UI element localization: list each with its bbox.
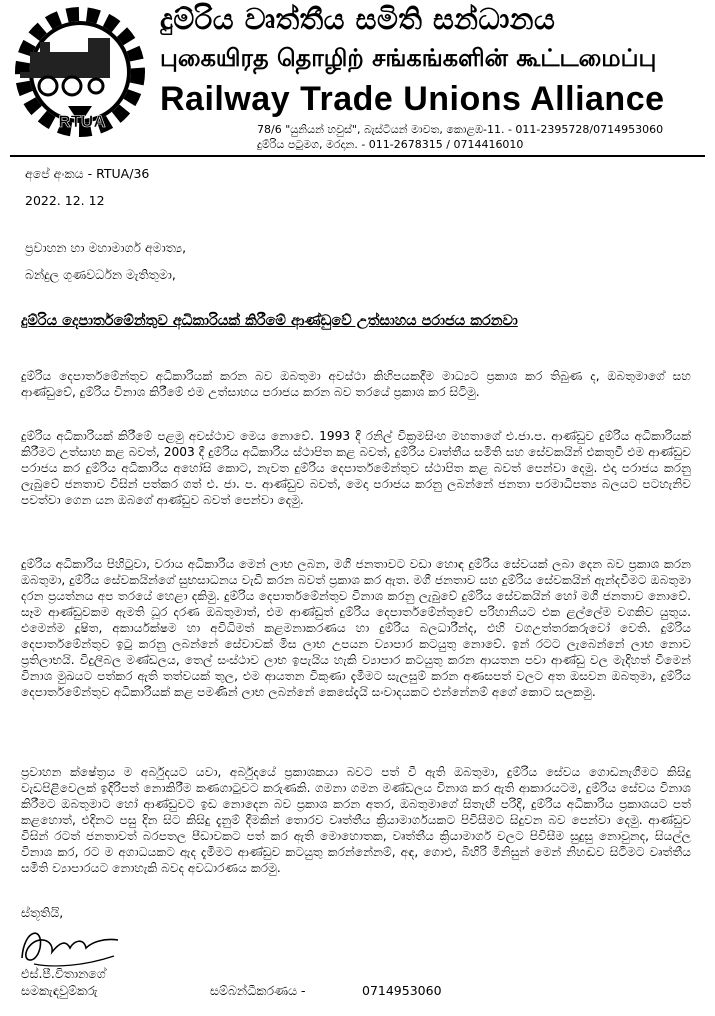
logo-text: RTUA [58, 112, 106, 131]
org-name-sinhala: දුම්රිය වෘත්තීය සමිති සන්ධානය [160, 2, 556, 36]
address-line-1: 78/6 "යුනියන් හවුස්", බැස්ටියන් මාවත, කොළඹ-11. - 011-2395728/0714953060 [257, 123, 664, 136]
body-paragraph-4: ප්‍රවාහන ක්ෂේත්‍රය ම අර්බුදයට යවා, අර්බුදයේ ප්‍රකාශකයා බවට පත් වී ඇති ඔබතුමා, දුම්රිය සේවය ගොඩනැගීමට කිසිදු වැඩපිළිවෙලක් ඉදිරිපත් නොකිරීම කණගාටුවට කරුණකි. ගමනා ගමන මණ්ඩලය විනාශ කර ඇති ආකාරයටම, දුම්රිය සේවය විනාශ කිරීමට ඔබතුමාට හෝ ආණ්ඩුවට ඉඩ නොදෙන බව ප්‍රකාශ කරන අතර, ඔබතුමාගේ සිතැඟි පරිදි, දුම්රිය අධිකාරිය ප්‍රකාශයට පත් කළහොත්, එදිනට පසු දින සිට කිසිදු දැනුම් දීමකින් තොරව වෘත්තීය ක්‍රියාමාර්ගයකට පිවිසීමට සිදුවන බව පෙන්වා දෙමු. ආණ්ඩුව විසින් රටත් ජනතාවත් බරපතල පීඩාවකට පත් කර ඇති මොහොතක, වෘත්තීය ක්‍රියාමාර්ග වලට පිවිසීම සුදුසු නොවුනද, සියල්ල විනාශ කර, රට ම අගාධයකට ඇද දැමීමට ආණ්ඩුව කටයුතු කරන්නේනම්, අඳ, ගොළු, බිහිරි මිනිසුන් මෙන් නිහඬව සිටීමට වෘත්තීය සමිති ව්‍යාපාරයට නොහැකි බවද අවධාරණය කරමු. [21, 765, 691, 875]
signatory-title: සමකැඳවුම්කරු [21, 983, 98, 998]
coordinator-phone: 0714953060 [362, 983, 442, 998]
reference-number: අපේ අංකය - RTUA/36 [25, 166, 150, 181]
signatory-name: එස්.පී.විතානගේ [21, 966, 106, 981]
body-paragraph-2: දුම්රිය අධිකාරියක් කිරීමේ පළමු අවස්ථාව මෙය නොවේ. 1993 දී රනිල් වික්‍රමසිංහ මහතාගේ එ.ජා.ප. ආණ්ඩුව දුම්රිය අධිකාරියක් කිරීමට උත්සාහ කළ බවත්, 2003 දී දුම්රිය අධිකාරිය ස්ථාපිත කළ බවත්, දුම්රිය වෘත්තීය සමිති සහ සේවකයින් එකතුවී එම ආණ්ඩුව පරාජය කර දුම්රිය අධිකාරිය අහෝසි කොට, නැවත දුම්රිය දෙපාර්තමේන්තුව ස්ථාපිත කළ බවත් පෙන්වා දෙමු. එදා පරාජය කරනු ලැබුවේ ජනතාව විසින් පත්කර ගත් එ. ජා. ප. ආණ්ඩුව බවත්, මෙදා පරාජය කරනු ලබන්නේ ජනතා පරමාධිපත්‍ය බලයට පටහැනිව පවත්වා ගෙන යන ඔබගේ ආණ්ඩුව බවත් පෙන්වා දෙමු. [21, 429, 691, 507]
letter-date: 2022. 12. 12 [25, 193, 105, 208]
coordinator-label: සම්බන්ධීකරණය - [210, 983, 306, 998]
org-name-english: Railway Trade Unions Alliance [160, 80, 665, 118]
body-paragraph-3: දුම්රිය අධිකාරිය පිහිටුවා, වරාය අධිකාරිය මෙන් ලාභ ලබන, මගී ජනතාවට වඩා හොඳ දුම්රිය සේවයක් ලබා දෙන බව ප්‍රකාශ කරන ඔබතුමා, දුම්රිය සේවකයින්ගේ සුභසාධනය වැඩි කරන බවත් ප්‍රකාශ කර ඇත. මගී ජනතාව සහ දුම්රිය සේවකයින් ඇන්දවීමට ඔබතුමා දරන ප්‍රයත්නය අප තරයේ හෙළා දකිමු. දුම්රිය දෙපාර්තමේන්තුව විනාශ කරනු ලැබුවේ දුම්රිය සේවකයින් හෝ මගී ජනතාව නොවේ. සෑම ආණ්ඩුවකම ඇමති ධූර දරණ ඔබතුමාත්, එම ආණ්ඩුත් දුම්රිය දෙපාර්තමේන්තුවේ පරිහානියට එක ළල්ලේම වගකිව යුතුය. එමෙන්ම දූෂිත, අකාර්යක්ෂම හා අවිධිමත් කළමනාකරණය හා දුම්රිය බලධාරීන්ද, එහි වගඋත්තරකරුවෝ වෙති. දුම්රිය දෙපාර්තමේන්තුව ඉටු කරනු ලබන්නේ සේවාවක් මිස ලාභ උපයන ව්‍යාපාර කටයුතු නොවේ. ඉන් රටට ලැබෙන්නේ ලාභ නොව ප්‍රතිලාභයි. විදුලිබල මණ්ඩලය, තෙල් සංස්ථාව ලාභ ඉපැයිය හැකි ව්‍යාපාර කටයුතු කරන ආයතන පවා ආණ්ඩු වල මැදිහත් වීමෙන් විනාශ මුඛයට පත්කර ඇති තත්වයක් තුල, එම ආයතන විකුණා දැමීමට සැලසුම් කරන අණසපත් වලට අත ඔසවන ඔබතුමා, දුම්රිය දෙපාර්තමේන්තුව අධිකාරියක් කළ පමණින් ලාභ ලබන්නේ කෙසේදැයි සංවාදයකට එන්නේනම් අගේ කොට සලකමු. [21, 557, 691, 699]
body-paragraph-1: දුම්රිය දෙපාර්තමේන්තුව අධිකාරියක් කරන බව ඔබතුමා අවස්ථා කිහිපයකදීම මාධ්‍යට ප්‍රකාශ කර තිබුණ ද, ඔබතුමාගේ සහ ආණ්ඩුවේ, දුම්රිය විනාශ කිරීමේ එම උත්සාහය පරාජය කරන බව තරයේ ප්‍රකාශ කර සිටිමු. [21, 369, 691, 399]
rtua-logo [10, 2, 150, 142]
header-divider [10, 155, 705, 157]
org-name-tamil: புகையிரத தொழிற் சங்கங்களின் கூட்டமைப்பு [160, 44, 657, 72]
closing: ස්තූතියි, [21, 905, 64, 920]
recipient-line-1: ප්‍රවාහන හා මහාමාර්ග අමාත්‍ය, [25, 240, 187, 255]
recipient-line-2: බන්දුල ගුණවර්ධන මැතිතුමා, [25, 267, 176, 282]
letter-subject: දුම්රිය දෙපාර්තමේන්තුව අධිකාරියක් කිරීමේ ආණ්ඩුවේ උත්සාහය පරාජය කරනවා [21, 313, 518, 329]
address-line-2: දුම්රිය පටුමග, මරදාන. - 011-2678315 / 0714416010 [257, 138, 524, 151]
signature [14, 918, 124, 973]
